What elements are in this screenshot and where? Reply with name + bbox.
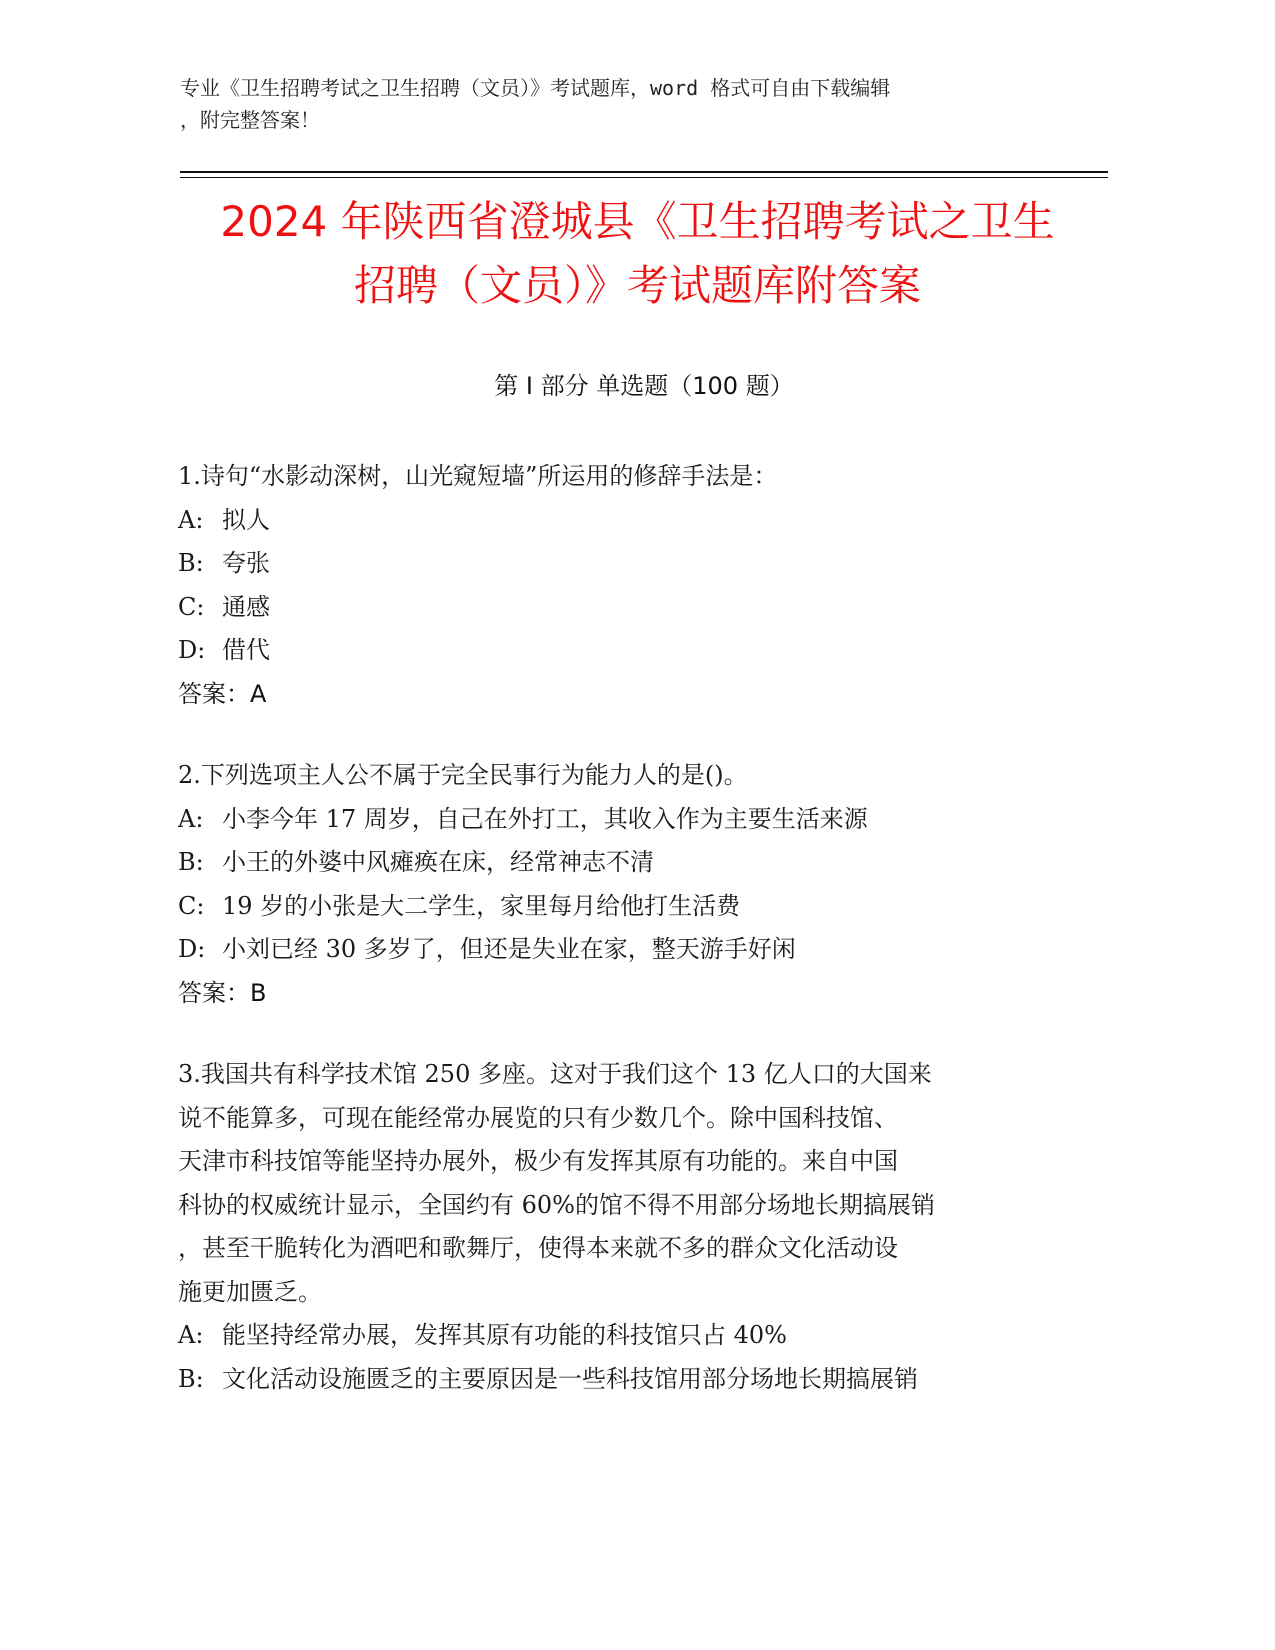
- document-title-line-2: 招聘（文员）》考试题库附答案: [353, 261, 921, 310]
- question-3-stem-line: 科协的权威统计显示，全国约有 60%的馆不得不用部分场地长期搞展销: [178, 1190, 935, 1219]
- option-letter: B:: [178, 848, 204, 876]
- document-title: [150, 190, 1125, 318]
- section-title: 第 I 部分 单选题（100 题）: [494, 372, 794, 400]
- option-letter: D:: [178, 935, 206, 963]
- option-text: 小李今年 17 周岁，自己在外打工，其收入作为主要生活来源: [222, 804, 868, 833]
- option-letter: C:: [178, 891, 205, 920]
- question-3: [178, 1053, 1038, 1401]
- header-divider-thick: [180, 171, 1108, 173]
- option-letter: A:: [178, 804, 204, 833]
- option-text: 借代: [222, 636, 270, 664]
- document-title-line-1: 2024 年陕西省澄城县《卫生招聘考试之卫生: [220, 197, 1055, 246]
- question-2-option-d: [178, 928, 1038, 972]
- option-letter: A:: [178, 505, 204, 534]
- question-1-option-a: [178, 499, 1038, 543]
- option-letter: A:: [178, 1321, 204, 1349]
- question-3-stem-line: 施更加匮乏。: [178, 1277, 322, 1306]
- question-1-option-d: [178, 629, 1038, 673]
- question-list: [178, 455, 1038, 1439]
- question-1-option-c: [178, 586, 1038, 630]
- question-2: [178, 754, 1038, 1015]
- question-3-option-b: [178, 1358, 1038, 1402]
- header-note-line-2: ，附完整答案！: [180, 108, 320, 132]
- question-1-option-b: [178, 542, 1038, 586]
- question-2-stem: 2.下列选项主人公不属于完全民事行为能力人的是()。: [178, 761, 748, 789]
- question-2-answer: 答案：B: [178, 978, 267, 1007]
- question-3-stem-line: ，甚至干脆转化为酒吧和歌舞厅，使得本来就不多的群众文化活动设: [178, 1234, 898, 1262]
- option-text: 文化活动设施匮乏的主要原因是一些科技馆用部分场地长期搞展销: [222, 1364, 918, 1393]
- question-2-option-b: [178, 841, 1038, 885]
- option-text: 小刘已经 30 多岁了，但还是失业在家，整天游手好闲: [222, 935, 796, 963]
- option-text: 19 岁的小张是大二学生，家里每月给他打生活费: [222, 891, 741, 920]
- question-3-option-a: [178, 1314, 1038, 1358]
- question-1-stem: 1.诗句“水影动深树，山光窥短墙”所运用的修辞手法是：: [178, 462, 778, 490]
- question-3-stem-line: 天津市科技馆等能坚持办展外，极少有发挥其原有功能的。来自中国: [178, 1147, 898, 1175]
- header-note-line-1: 专业《卫生招聘考试之卫生招聘（文员）》考试题库，word 格式可自由下载编辑: [180, 76, 891, 100]
- header-note: [180, 72, 1040, 136]
- option-letter: B:: [178, 1364, 204, 1393]
- question-1: [178, 455, 1038, 716]
- option-letter: B:: [178, 549, 204, 577]
- option-text: 拟人: [222, 505, 270, 534]
- option-text: 能坚持经常办展，发挥其原有功能的科技馆只占 40%: [222, 1321, 787, 1349]
- option-text: 通感: [222, 592, 270, 621]
- question-2-option-c: [178, 885, 1038, 929]
- header-divider-thin: [180, 177, 1108, 178]
- question-3-stem-line: 3.我国共有科学技术馆 250 多座。这对于我们这个 13 亿人口的大国来: [178, 1060, 932, 1088]
- option-text: 夸张: [222, 549, 270, 577]
- question-2-option-a: [178, 798, 1038, 842]
- question-1-answer: 答案：A: [178, 679, 267, 708]
- option-letter: C:: [178, 592, 205, 621]
- option-text: 小王的外婆中风瘫痪在床，经常神志不清: [222, 848, 654, 876]
- question-3-stem-line: 说不能算多，可现在能经常办展览的只有少数几个。除中国科技馆、: [178, 1103, 898, 1132]
- option-letter: D:: [178, 636, 206, 664]
